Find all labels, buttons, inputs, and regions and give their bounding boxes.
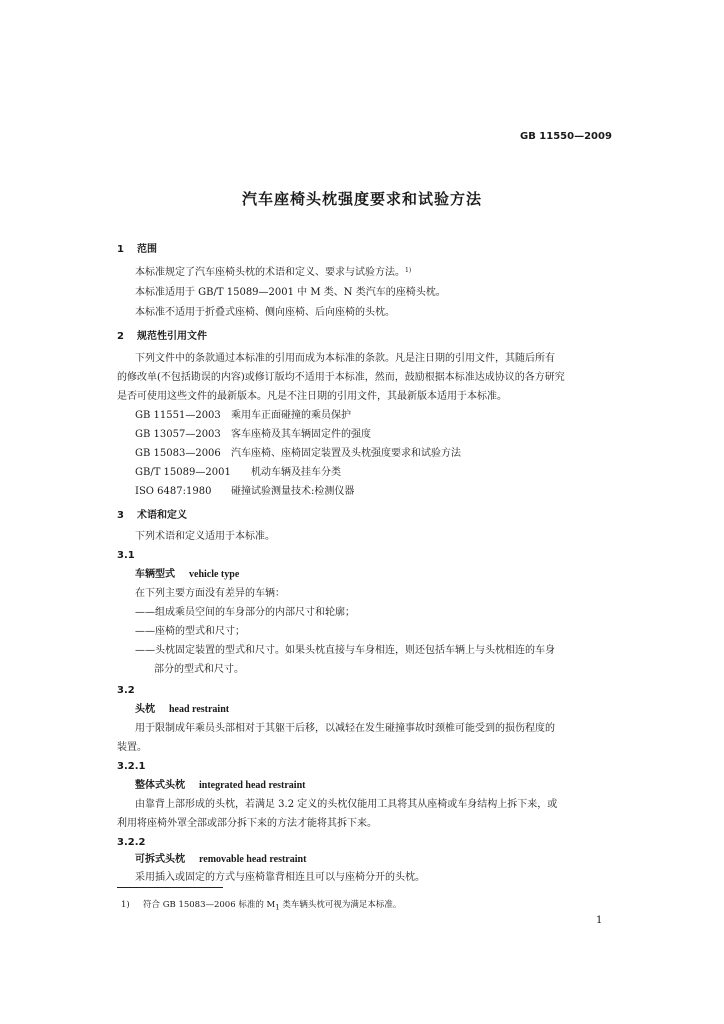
footnote: 1) 符合 GB 15083—2006 标准的 $M_1$ 类车辆头枕可视为满足本标准。 <box>121 900 402 912</box>
clause-3-2-def-line-2: 装置。 <box>117 742 147 753</box>
term-en: removable head restraint <box>199 854 307 865</box>
section-3-number: 3 <box>117 510 124 521</box>
section-3-heading <box>117 509 187 523</box>
section-1-line-3: 本标准不适用于折叠式座椅、侧向座椅、后向座椅的头枕。 <box>135 307 395 318</box>
section-2-heading <box>117 330 207 344</box>
reference-code: GB 15083—2006 <box>135 448 221 459</box>
term-cn: 可拆式头枕 <box>135 854 185 865</box>
reference-code: GB/T 15089—2001 <box>135 467 231 478</box>
term-cn: 头枕 <box>135 704 155 715</box>
section-1-line-2: 本标准适用于 GB/T 15089—2001 中 M 类、N 类汽车的座椅头枕。 <box>135 287 446 298</box>
clause-3-2-2-number: 3.2.2 <box>117 837 146 848</box>
clause-3-2-2-def: 采用插入或固定的方式与座椅靠背相连且可以与座椅分开的头枕。 <box>135 872 425 883</box>
list-item: ——座椅的型式和尺寸； <box>135 626 245 637</box>
list-item: ——组成乘员空间的车身部分的内部尺寸和轮廓； <box>135 607 355 618</box>
clause-3-1-lead: 在下列主要方面没有差异的车辆： <box>135 588 285 599</box>
term-en: head restraint <box>169 704 230 715</box>
section-2-title: 规范性引用文件 <box>137 331 207 342</box>
document-title: 汽车座椅头枕强度要求和试验方法 <box>241 190 482 208</box>
reference-title: 汽车座椅、座椅固定装置及头枕强度要求和试验方法 <box>231 448 461 459</box>
footnote-reference: 1) <box>405 267 412 274</box>
reference-code: ISO 6487:1980 <box>135 486 212 497</box>
term-vehicle-type <box>135 568 239 582</box>
reference-code: GB 11551—2003 <box>135 410 221 421</box>
term-cn: 车辆型式 <box>135 569 175 580</box>
reference-item <box>135 428 371 442</box>
list-item-continuation: 部分的型式和尺寸。 <box>154 664 244 675</box>
term-head-restraint <box>135 703 229 717</box>
footnote-divider <box>117 887 223 888</box>
footnote-mark: 1) <box>121 900 130 910</box>
term-removable-head-restraint <box>135 853 306 867</box>
reference-title: 机动车辆及挂车分类 <box>251 467 341 478</box>
clause-3-2-1-number: 3.2.1 <box>117 761 146 772</box>
reference-item <box>135 466 341 480</box>
page-number: 1 <box>596 915 603 926</box>
term-en: vehicle type <box>189 569 240 580</box>
reference-title: 客车座椅及其车辆固定件的强度 <box>231 429 371 440</box>
section-1-title: 范围 <box>137 244 157 255</box>
term-cn: 整体式头枕 <box>135 780 185 791</box>
reference-title: 碰撞试验测量技术:检测仪器 <box>231 486 355 497</box>
section-1-number: 1 <box>117 244 124 255</box>
reference-title: 乘用车正面碰撞的乘员保护 <box>231 410 351 421</box>
reference-code: GB 13057—2003 <box>135 429 221 440</box>
section-2-para-line-1: 下列文件中的条款通过本标准的引用而成为本标准的条款。凡是注日期的引用文件，其随后所有 <box>135 353 555 364</box>
standard-number: GB 11550—2009 <box>520 131 612 142</box>
clause-3-1-number: 3.1 <box>117 550 135 561</box>
clause-3-2-1-def-line-2: 利用将座椅外罩全部或部分拆下来的方法才能将其拆下来。 <box>117 818 377 829</box>
reference-item <box>135 447 461 461</box>
section-2-para-line-3: 是否可使用这些文件的最新版本。凡是不注日期的引用文件，其最新版本适用于本标准。 <box>117 391 507 402</box>
section-2-para-line-2: 的修改单(不包括勘误的内容)或修订版均不适用于本标准，然而，鼓励根据本标准达成协议的各方研究 <box>117 372 565 383</box>
list-item: ——头枕固定装置的型式和尺寸。如果头枕直接与车身相连，则还包括车辆上与头枕相连的车身 <box>135 645 555 656</box>
term-integrated-head-restraint <box>135 779 305 793</box>
term-en: integrated head restraint <box>199 780 306 791</box>
clause-3-2-number: 3.2 <box>117 685 135 696</box>
clause-3-2-1-def-line-1: 由靠背上部形成的头枕，若满足 3.2 定义的头枕仅能用工具将其从座椅或车身结构上拆下来，或 <box>135 799 558 810</box>
clause-3-2-def-line-1: 用于限制成年乘员头部相对于其躯干后移，以减轻在发生碰撞事故时颈椎可能受到的损伤程度的 <box>135 723 555 734</box>
reference-item <box>135 409 351 423</box>
section-1-line-1: 本标准规定了汽车座椅头枕的术语和定义、要求与试验方法。$^{1)}$ <box>135 267 412 278</box>
section-3-intro: 下列术语和定义适用于本标准。 <box>135 531 275 542</box>
section-2-number: 2 <box>117 331 124 342</box>
section-1-heading <box>117 243 157 257</box>
reference-item <box>135 485 354 499</box>
section-3-title: 术语和定义 <box>137 510 187 521</box>
